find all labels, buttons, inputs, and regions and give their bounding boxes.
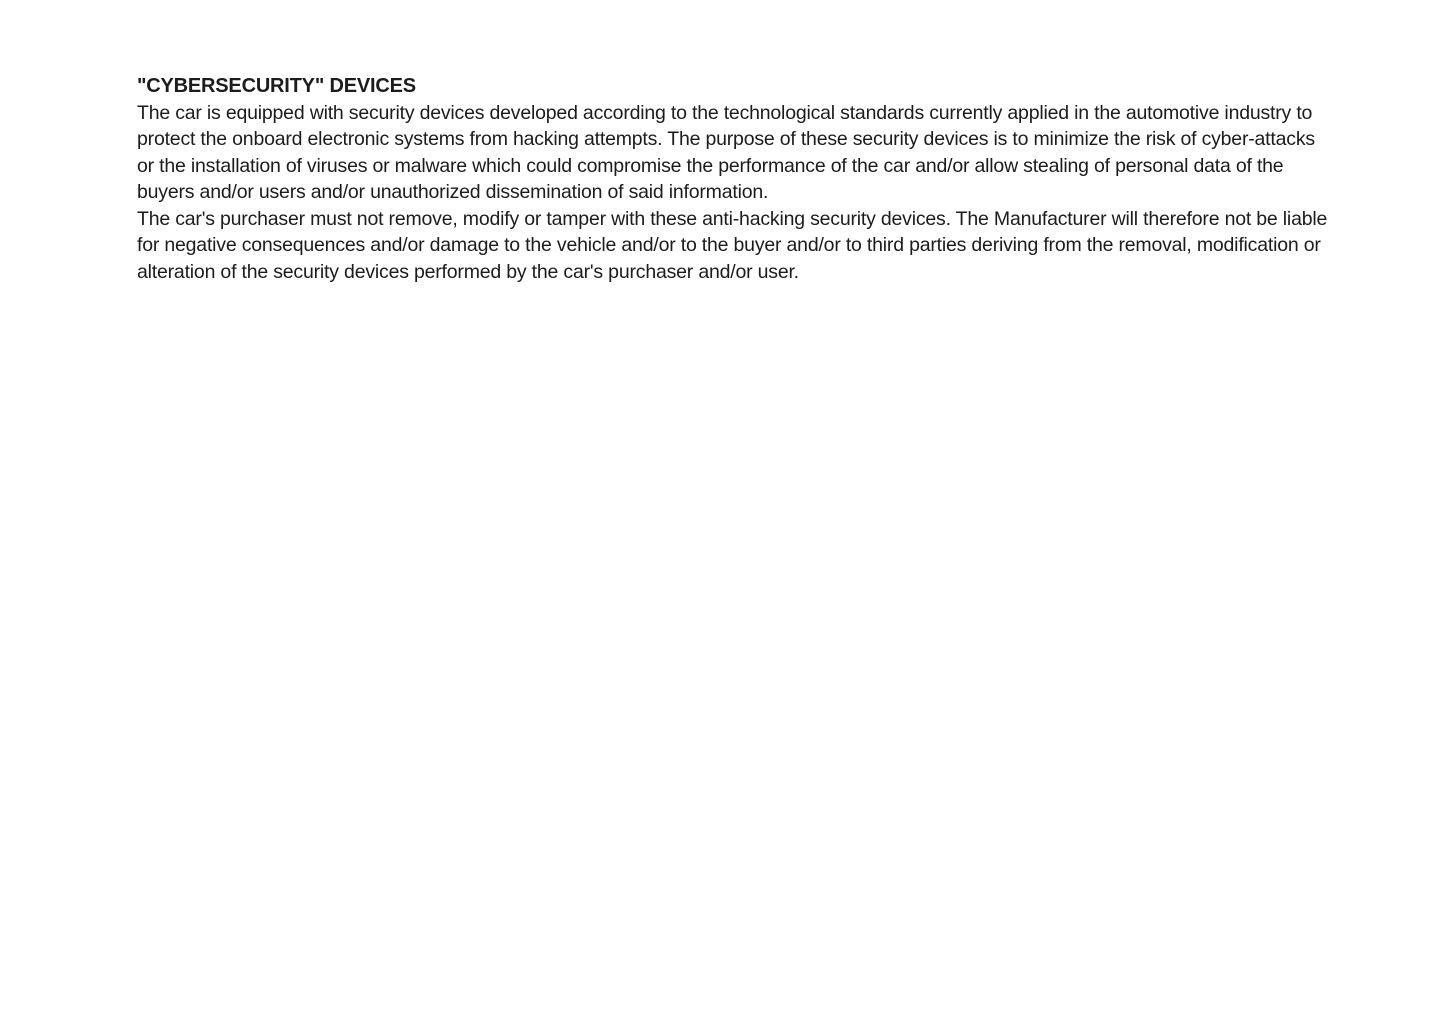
- paragraph-security-devices: The car is equipped with security devices developed according to the technological standards currently applied in the automotive industry to protect the onboard electronic systems from hacking attempts. The purpose of these security devices is to minimize the risk of cyber-attacks or the installation of viruses or malware which could compromise the performance of the car and/or allow stealing of personal data of the buyers and/or users and/or unauthorized dissemination of said information.: [137, 101, 1315, 203]
- cybersecurity-devices-section: [137, 73, 1330, 285]
- paragraph-purchaser-liability: The car's purchaser must not remove, modify or tamper with these anti-hacking security devices. The Manufacturer will therefore not be liable for negative consequences and/or damage to the vehicle and/or to the buyer and/or to third parties deriving from the removal, modification or alteration of the security devices performed by the car's purchaser and/or user.: [137, 207, 1328, 283]
- section-heading: "CYBERSECURITY" DEVICES: [137, 75, 416, 97]
